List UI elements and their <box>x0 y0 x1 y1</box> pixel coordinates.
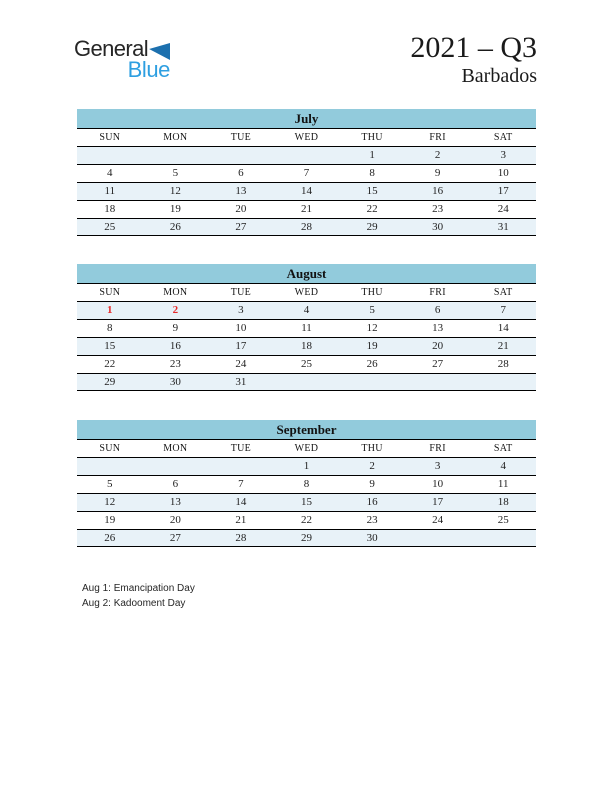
day-name-cell: SUN <box>99 287 121 298</box>
day-cell: 2 <box>434 149 441 161</box>
day-cell: 20 <box>432 340 444 352</box>
day-name-cell: SAT <box>493 443 513 454</box>
day-cell: 5 <box>107 478 113 490</box>
day-cell: 8 <box>303 478 310 490</box>
day-cell: 22 <box>366 203 378 215</box>
day-cell: 8 <box>369 167 375 179</box>
logo-text-blue: Blue <box>127 57 170 82</box>
day-name-row <box>77 283 536 301</box>
day-cell <box>208 147 274 164</box>
day-cell <box>143 458 209 475</box>
day-cell: 19 <box>104 514 116 526</box>
day-cell: 12 <box>104 496 116 508</box>
day-cell <box>208 458 274 475</box>
day-cell: 29 <box>104 376 116 388</box>
day-cell <box>77 147 143 164</box>
day-cell: 21 <box>300 203 312 215</box>
month-table-august <box>77 264 536 391</box>
day-cell <box>470 530 536 547</box>
day-cell: 28 <box>235 532 247 544</box>
holiday-note: Aug 1: Emancipation Day <box>82 583 195 594</box>
day-name-row <box>77 439 536 457</box>
day-cell: 10 <box>432 478 444 490</box>
day-name-cell: THU <box>361 287 383 298</box>
day-name-cell: WED <box>294 132 319 143</box>
page-title-block <box>410 31 537 87</box>
day-cell: 16 <box>432 185 444 197</box>
day-cell: 7 <box>238 478 244 490</box>
day-cell: 23 <box>366 514 378 526</box>
day-cell: 7 <box>500 304 506 316</box>
day-cell: 30 <box>432 221 444 233</box>
day-cell: 5 <box>172 167 179 179</box>
day-cell: 6 <box>172 478 179 490</box>
day-cell: 15 <box>366 185 378 197</box>
day-name-cell: TUE <box>230 132 252 143</box>
week-row <box>77 146 536 164</box>
day-cell <box>405 374 471 391</box>
day-cell: 4 <box>303 304 310 316</box>
month-title: August <box>77 264 536 283</box>
day-cell: 22 <box>300 514 312 526</box>
week-row <box>77 529 536 547</box>
day-cell <box>274 374 340 391</box>
day-cell: 26 <box>366 358 378 370</box>
day-cell <box>77 458 143 475</box>
day-cell: 26 <box>104 532 116 544</box>
day-cell: 20 <box>235 203 247 215</box>
day-cell: 13 <box>169 496 181 508</box>
day-cell: 8 <box>107 322 113 334</box>
day-cell: 26 <box>169 221 181 233</box>
day-cell <box>339 374 405 391</box>
day-cell: 9 <box>369 478 375 490</box>
day-cell: 7 <box>303 167 310 179</box>
day-cell: 24 <box>235 358 247 370</box>
day-name-cell: THU <box>361 132 383 143</box>
day-cell: 6 <box>238 167 244 179</box>
day-cell: 13 <box>235 185 247 197</box>
day-cell: 23 <box>432 203 444 215</box>
week-row <box>77 511 536 529</box>
week-row <box>77 301 536 319</box>
day-cell <box>143 147 209 164</box>
day-name-cell: SUN <box>99 443 121 454</box>
day-cell: 4 <box>107 167 113 179</box>
month-table-september <box>77 420 536 547</box>
day-cell: 5 <box>369 304 375 316</box>
day-cell: 23 <box>169 358 181 370</box>
day-cell: 11 <box>301 322 312 334</box>
week-row <box>77 218 536 236</box>
day-name-cell: SAT <box>493 287 513 298</box>
week-row <box>77 337 536 355</box>
day-cell <box>470 374 536 391</box>
day-cell: 18 <box>300 340 312 352</box>
day-cell: 19 <box>169 203 181 215</box>
month-table-july <box>77 109 536 236</box>
week-row <box>77 319 536 337</box>
day-cell: 27 <box>432 358 444 370</box>
holiday-day-cell: 2 <box>172 304 179 316</box>
day-cell: 30 <box>169 376 181 388</box>
day-cell: 22 <box>104 358 116 370</box>
day-cell: 25 <box>300 358 312 370</box>
day-cell: 29 <box>300 532 312 544</box>
day-name-cell: WED <box>294 443 319 454</box>
logo-text-general: General <box>74 36 149 61</box>
day-cell: 21 <box>497 340 509 352</box>
day-cell: 3 <box>238 304 244 316</box>
day-cell: 15 <box>104 340 116 352</box>
day-name-cell: TUE <box>230 287 252 298</box>
day-cell: 17 <box>497 185 509 197</box>
week-row <box>77 457 536 475</box>
month-title: September <box>77 420 536 439</box>
day-cell: 1 <box>303 460 310 472</box>
day-cell <box>274 147 340 164</box>
day-cell: 25 <box>497 514 509 526</box>
day-name-cell: SUN <box>99 132 121 143</box>
day-cell: 2 <box>369 460 375 472</box>
week-row <box>77 475 536 493</box>
day-cell: 25 <box>104 221 116 233</box>
day-name-cell: MON <box>163 443 188 454</box>
day-cell: 19 <box>366 340 378 352</box>
day-cell: 12 <box>366 322 378 334</box>
week-row <box>77 182 536 200</box>
day-name-cell: FRI <box>429 132 446 143</box>
day-name-cell: FRI <box>429 443 446 454</box>
day-cell: 6 <box>434 304 441 316</box>
day-cell: 1 <box>369 149 375 161</box>
day-cell: 20 <box>169 514 181 526</box>
day-cell: 18 <box>497 496 509 508</box>
week-row <box>77 164 536 182</box>
day-cell: 28 <box>300 221 312 233</box>
week-row <box>77 373 536 391</box>
holiday-note: Aug 2: Kadooment Day <box>82 598 186 609</box>
holiday-day-cell: 1 <box>107 304 113 316</box>
page-title-country: Barbados <box>461 64 537 87</box>
week-row <box>77 493 536 511</box>
day-cell: 18 <box>104 203 116 215</box>
day-cell: 4 <box>500 460 506 472</box>
day-cell: 24 <box>432 514 444 526</box>
holiday-notes <box>82 581 195 611</box>
day-cell: 28 <box>497 358 509 370</box>
day-cell: 13 <box>432 322 444 334</box>
day-cell: 17 <box>432 496 444 508</box>
day-cell: 14 <box>300 185 312 197</box>
day-cell: 17 <box>235 340 247 352</box>
day-cell: 30 <box>366 532 378 544</box>
day-cell: 31 <box>497 221 509 233</box>
general-blue-logo <box>74 38 170 81</box>
day-name-cell: FRI <box>429 287 446 298</box>
day-cell: 16 <box>169 340 181 352</box>
month-title: July <box>77 109 536 128</box>
day-cell: 9 <box>172 322 179 334</box>
day-cell: 9 <box>434 167 441 179</box>
day-name-cell: WED <box>294 287 319 298</box>
day-cell <box>405 530 471 547</box>
day-cell: 15 <box>300 496 312 508</box>
day-name-cell: THU <box>361 443 383 454</box>
page-title-quarter: 2021 – Q3 <box>410 31 537 64</box>
day-cell: 27 <box>235 221 247 233</box>
day-name-cell: SAT <box>493 132 513 143</box>
day-name-cell: TUE <box>230 443 252 454</box>
day-cell: 16 <box>366 496 378 508</box>
day-cell: 14 <box>497 322 509 334</box>
day-cell: 21 <box>235 514 247 526</box>
day-cell: 29 <box>366 221 378 233</box>
day-name-cell: MON <box>163 132 188 143</box>
day-cell: 3 <box>434 460 441 472</box>
day-cell: 31 <box>235 376 247 388</box>
week-row <box>77 355 536 373</box>
day-cell: 3 <box>500 149 506 161</box>
day-name-cell: MON <box>163 287 188 298</box>
day-cell: 14 <box>235 496 247 508</box>
day-cell: 24 <box>497 203 509 215</box>
day-cell: 12 <box>169 185 181 197</box>
day-cell: 10 <box>235 322 247 334</box>
day-cell: 11 <box>104 185 116 197</box>
day-name-row <box>77 128 536 146</box>
week-row <box>77 200 536 218</box>
day-cell: 11 <box>497 478 509 490</box>
day-cell: 10 <box>497 167 509 179</box>
day-cell: 27 <box>169 532 181 544</box>
